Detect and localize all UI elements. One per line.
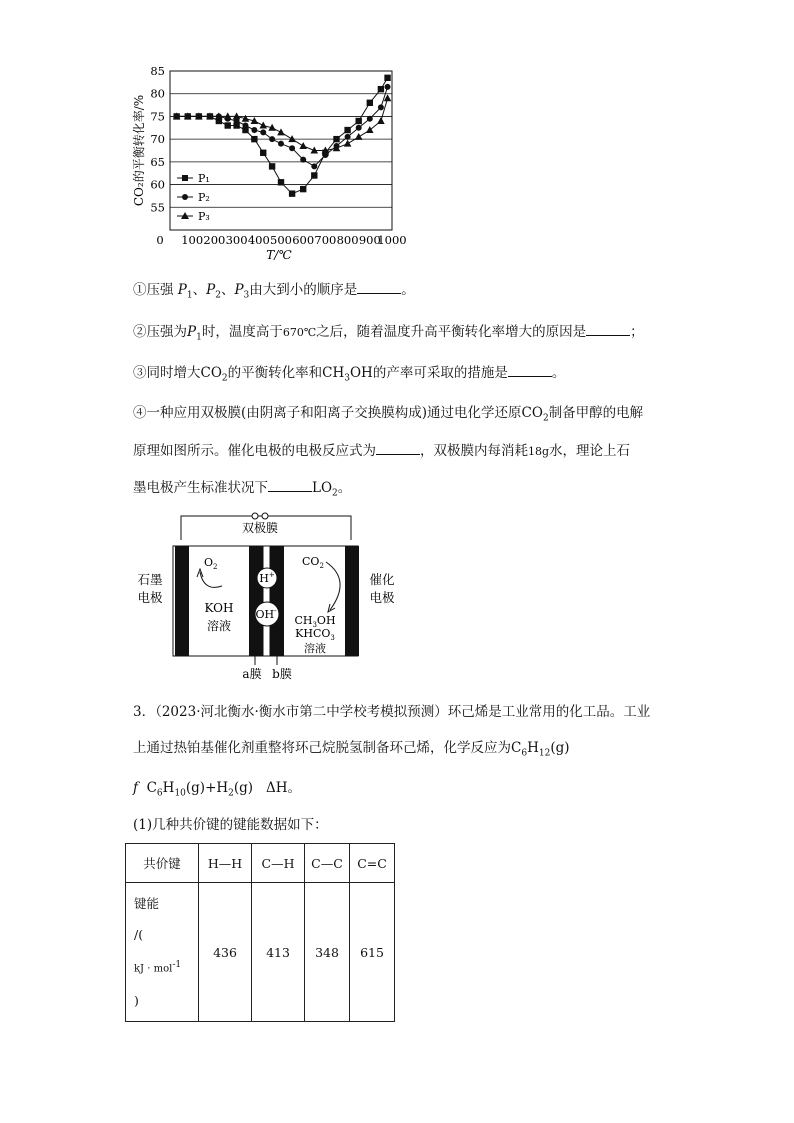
graphite-label-2: 电极 [137,590,163,605]
o2-label: $O_2$ [204,556,218,571]
p1-point [225,122,231,128]
delta-h: ΔH。 [265,780,301,796]
p3-point [366,126,374,133]
question-4-line-2 [133,441,630,462]
p2-point [311,163,317,169]
b-membrane-label: b膜 [272,667,292,681]
answer-blank[interactable] [586,323,630,336]
p2-point [385,84,391,90]
terminal-left [252,513,258,519]
p2-point [260,129,266,135]
x-tick-label: 800 [336,233,359,247]
table-header: C—C [305,844,350,883]
p1-point [333,136,339,142]
plot-frame [170,71,392,230]
q4-water-mass: 18g [528,445,550,458]
problem3-line2: 上通过热铂基催化剂重整将环己烷脱氢制备环己烯，化学反应为$C_6H_{12}(g)$ [133,740,570,759]
answer-blank[interactable] [357,281,401,294]
p3-point [377,117,385,124]
bond-energy-table [125,843,395,1022]
q2-text-a: ②压强为 [133,324,187,340]
x-tick-label: 0 [156,233,164,247]
question-2: ②压强为$P_1$时，温度高于670℃之后，随着温度升高平衡转化率增大的原因是 ； [133,324,644,343]
x-tick-label: 700 [314,233,337,247]
legend-marker-p2 [182,194,188,200]
legend-label: P₁ [198,172,210,185]
p3-point [288,135,296,142]
q3-text-b: 的平衡转化率和 [227,365,323,381]
q2-temp: 670℃ [282,326,317,339]
problem3-equation: f $C_6H_{10}(g)+H_2(g)$ ΔH。 [133,780,301,799]
table-header-row [126,844,395,883]
q1-text-c: 。 [401,282,415,298]
p1-point [300,186,306,192]
graphite-electrode [175,546,189,656]
koh-solution-label: 溶液 [206,619,232,633]
p2-point [378,104,384,110]
p2-point [289,145,295,151]
p1-point [260,150,266,156]
x-tick-label: 1000 [377,233,407,247]
legend-marker-p1 [182,175,188,181]
p1-point [367,100,373,106]
table-header: H—H [199,844,252,883]
x-tick-label: 500 [270,233,292,247]
q4-text-h: 。 [337,480,352,496]
problem3-line2-text: 上通过热铂基催化剂重整将环己烷脱氢制备环己烯，化学反应为 [133,740,511,756]
electrolysis-diagram [130,510,410,685]
o2-arrow [200,572,222,587]
membrane-label: 双极膜 [241,521,279,535]
answer-blank[interactable] [508,364,552,377]
table-header: 共价键 [126,844,199,883]
p1-point [356,118,362,124]
row-label [126,883,199,1022]
question-3: ③同时增大$CO_2$的平衡转化率和$CH_3OH$的产率可采取的措施是 。 [133,365,566,384]
p3-point [355,133,363,140]
q4-text-b: 制备甲醇的电解 [548,405,644,421]
catalytic-electrode [345,546,359,656]
catalytic-label-1: 催化 [369,572,395,587]
khco3-solution-label: 溶液 [304,642,326,655]
problem3-sub1: (1)几种共价键的键能数据如下： [133,817,328,833]
table-cell: 413 [252,883,305,1022]
a-membrane-label: a膜 [242,667,262,681]
khco3-label: $KHCO_3$ [295,627,335,642]
table-cell: 615 [350,883,395,1022]
table-row [126,883,395,1022]
q4-text-c: 原理如图所示。催化电极的电极反应式为 [133,443,376,459]
membrane-gap [263,546,270,656]
table-header: C=C [350,844,395,883]
row-label-4: ) [134,992,139,1008]
co2-label: $CO_2$ [302,555,324,570]
y-axis-label: CO₂的平衡转化率/% [132,94,146,207]
p3-point [299,142,307,149]
p1-point [251,136,257,142]
x-tick-label: 200 [203,233,226,247]
row-label-3: kJ · mol$^{-1}$ [134,960,182,975]
q4-text-a: ④一种应用双极膜(由阴离子和阳离子交换膜构成)通过电化学还原 [133,405,522,421]
question-4-line-1: ④一种应用双极膜(由阴离子和阳离子交换膜构成)通过电化学还原$CO_2$制备甲醇的电解 [133,405,644,424]
q3-text-a: ③同时增大 [133,365,201,381]
question-1: ①压强 $P_1$、$P_2$、$P_3$由大到小的顺序是 。 [133,282,415,301]
koh-label: KOH [204,601,234,615]
p2-point [242,123,248,129]
q3-text-c: 的产率可采取的措施是 [372,365,508,381]
p3-point [344,140,352,147]
b-membrane [270,546,284,656]
q3-text-d: 。 [551,365,566,381]
q2-text-b: 时，温度高于 [201,324,283,340]
answer-blank[interactable] [268,479,312,492]
equilibrium-symbol: f [133,780,138,796]
graphite-label-1: 石墨 [137,572,163,587]
y-tick-label: 60 [150,177,165,192]
x-axis-label: T/℃ [266,248,292,262]
table-header: C—H [252,844,305,883]
p1-point [289,190,295,196]
p3-point [259,122,267,129]
question-4-line-3: 墨电极产生标准状况下 $LO_2$。 [133,480,352,499]
problem3-line1: 3．（2023·河北衡水·衡水市第二中学校考模拟预测）环己烯是工业常用的化工品。工业 [133,704,651,720]
oh-ion-label: OH- [255,607,277,621]
q4-text-d: ，双极膜内每消耗 [420,443,528,459]
catalytic-label-2: 电极 [369,590,395,605]
x-tick-label: 300 [225,233,248,247]
p2-point [269,136,275,142]
row-label-1: 键能 [134,896,160,912]
q4-text-f: 墨电极产生标准状况下 [133,480,268,496]
y-tick-label: 70 [150,132,165,147]
q1-text-b: 由大到小的顺序是 [249,282,358,298]
p2-point [251,127,257,133]
y-tick-label: 55 [150,200,165,215]
y-tick-label: 75 [150,109,165,124]
row-label-2: /( [134,927,144,943]
table-cell: 348 [305,883,350,1022]
p2-point [367,116,373,122]
p3-point [277,128,285,135]
q2-text-d: ； [630,324,644,340]
co2-arrow [326,562,340,610]
legend-label: P₂ [198,191,210,204]
h-ion-label: H+ [259,571,275,585]
p2-point [300,157,306,163]
table-cell: 436 [199,883,252,1022]
answer-blank[interactable] [376,442,420,455]
p1-point [384,75,390,81]
y-tick-label: 85 [150,64,165,78]
q1-text-a: ①压强 [133,282,174,298]
x-tick-label: 600 [292,233,315,247]
p1-point [269,163,275,169]
y-tick-label: 65 [150,154,165,169]
x-tick-label: 400 [247,233,270,247]
p1-point [344,127,350,133]
a-membrane [249,546,263,656]
p2-point [356,125,362,131]
x-tick-label: 900 [358,233,381,247]
q4-text-e: 水，理论上石 [549,443,631,459]
y-tick-label: 80 [150,86,165,101]
co2-conversion-chart [125,62,415,262]
p1-point [378,86,384,92]
p1-point [311,172,317,178]
terminal-right [262,513,268,519]
p2-point [345,134,351,140]
legend-label: P₃ [198,210,210,223]
q2-text-c: 之后，随着温度升高平衡转化率增大的原因是 [316,324,587,340]
p2-point [278,141,284,147]
ch3oh-label: $CH_3OH$ [294,614,336,629]
q4-text-g: L [312,480,321,496]
p1-point [278,179,284,185]
x-tick-label: 100 [181,233,204,247]
